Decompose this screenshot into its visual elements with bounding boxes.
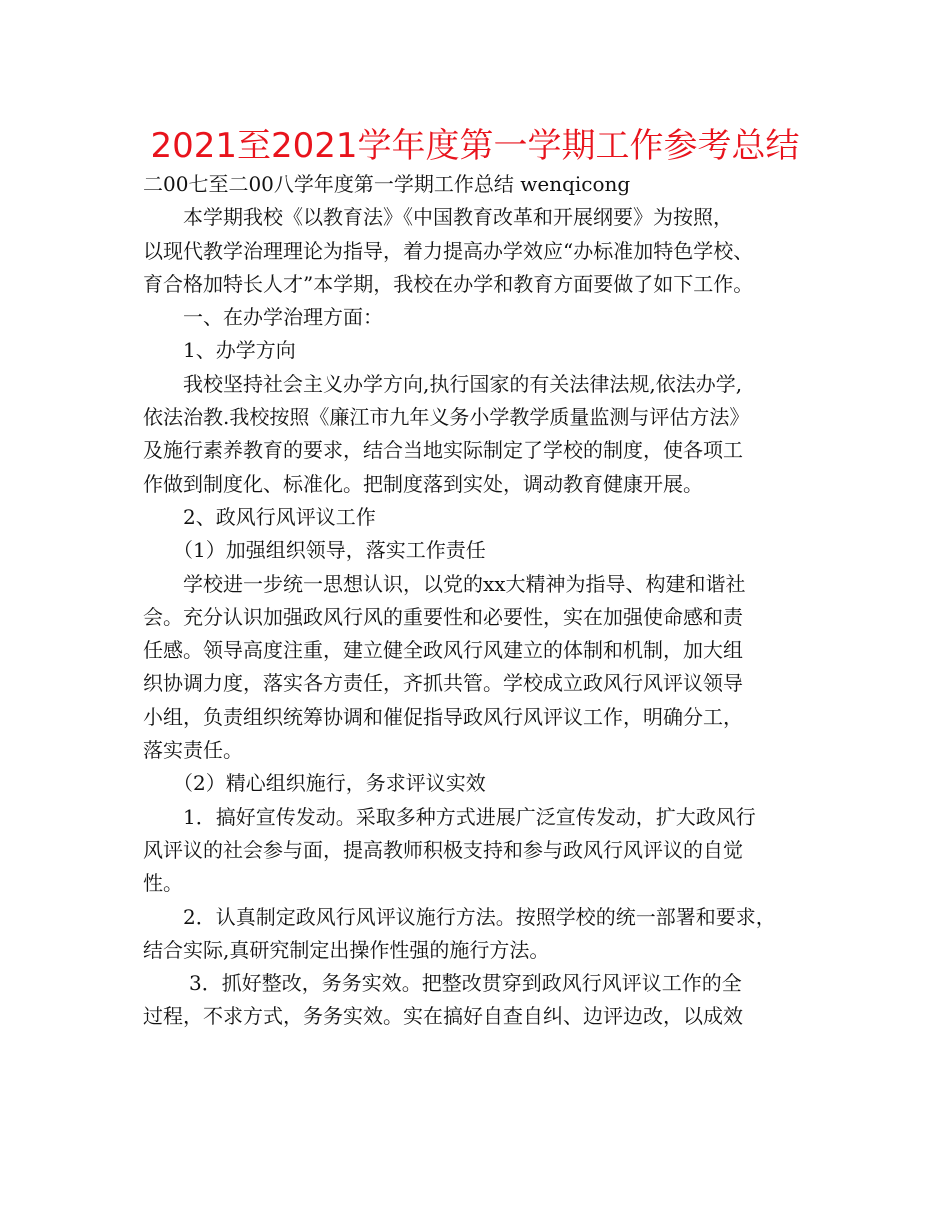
paragraph-line: 落实责任。 [143,738,243,763]
document-body [143,168,813,1034]
paragraph-line: 依法治教.我校按照《廉江市九年义务小学教学质量监测与评估方法》 [143,405,750,430]
subsection-heading: （2）精心组织施行，务求评议实效 [173,771,486,796]
paragraph-line: 2．认真制定政风行风评议施行方法。按照学校的统一部署和要求， [183,904,776,929]
document-title: 2021至2021学年度第一学期工作参考总结 [150,126,800,166]
paragraph-line: 1．搞好宣传发动。采取多种方式进展广泛宣传发动，扩大政风行 [183,804,756,829]
paragraph-line: 小组，负责组织统筹协调和催促指导政风行风评议工作，明确分工， [143,704,743,729]
paragraph-line: 我校坚持社会主义办学方向,执行国家的有关法律法规,依法办学, [183,371,743,396]
paragraph-line: 性。 [143,871,183,896]
subsection-heading: （1）加强组织领导，落实工作责任 [173,538,486,563]
paragraph-line: 会。充分认识加强政风行风的重要性和必要性，实在加强使命感和责 [143,604,743,629]
paragraph-line: 过程，不求方式，务务实效。实在搞好自查自纠、边评边改，以成效 [143,1004,743,1029]
paragraph-line: 任感。领导高度注重，建立健全政风行风建立的体制和机制，加大组 [143,638,743,663]
paragraph-line: 作做到制度化、标准化。把制度落到实处，调动教育健康开展。 [143,471,703,496]
document-subtitle-line: 二00七至二00八学年度第一学期工作总结 wenqicong [143,172,631,196]
paragraph-line: 3．抓好整改，务务实效。把整改贯穿到政风行风评议工作的全 [189,971,742,996]
paragraph-line: 学校进一步统一思想认识，以党的xx大精神为指导、构建和谐社 [183,571,746,596]
paragraph-line: 风评议的社会参与面，提高教师积极支持和参与政风行风评议的自觉 [143,837,743,862]
paragraph-line: 育合格加特长人才”本学期，我校在办学和教育方面要做了如下工作。 [143,271,754,296]
section-heading: 一、在办学治理方面： [183,305,383,330]
subsection-heading: 2、政风行风评议工作 [183,504,376,529]
paragraph-line: 结合实际,真研究制定出操作性强的施行方法。 [143,937,550,962]
paragraph-line: 及施行素养教育的要求，结合当地实际制定了学校的制度，使各项工 [143,438,743,463]
paragraph-line: 织协调力度，落实各方责任，齐抓共管。学校成立政风行风评议领导 [143,671,743,696]
paragraph-line: 以现代教学治理理论为指导，着力提高办学效应“办标准加特色学校、 [143,238,754,263]
subsection-heading: 1、办学方向 [183,338,296,363]
paragraph-line: 本学期我校《以教育法》《中国教育改革和开展纲要》为按照， [183,205,733,230]
